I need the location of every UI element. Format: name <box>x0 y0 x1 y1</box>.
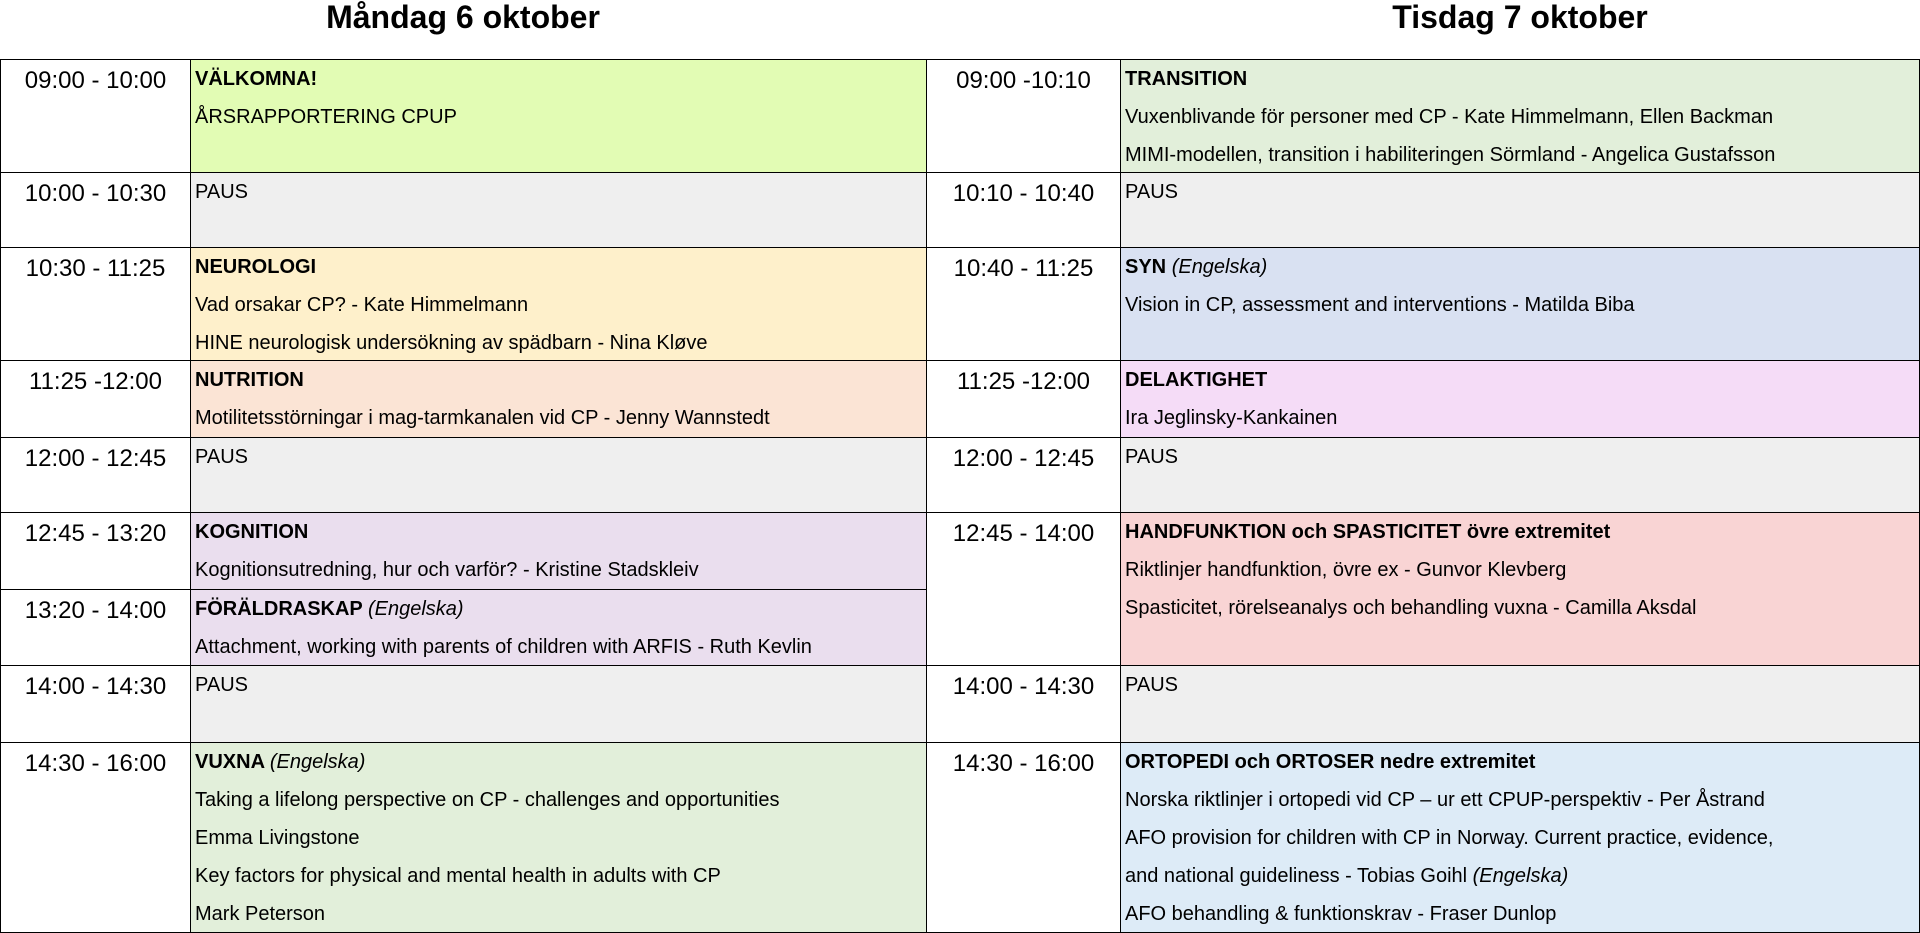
time-label: 13:20 - 14:00 <box>24 597 167 624</box>
time-slot <box>926 437 1121 513</box>
session-block <box>1120 360 1920 438</box>
session-item <box>1125 405 1919 438</box>
session-block <box>1120 437 1920 513</box>
session-title <box>195 519 926 557</box>
topic-label: SYN <box>1125 256 1172 278</box>
session-text: ÅRSRAPPORTERING CPUP <box>195 106 457 128</box>
session-item <box>195 405 926 438</box>
session-text: Spasticitet, rörelseanalys och behandling vuxna - Camilla Aksdal <box>1125 597 1697 619</box>
session-item <box>195 292 926 330</box>
topic-label: FÖRÄLDRASKAP <box>195 598 368 620</box>
session-title <box>1125 367 1919 405</box>
session-block <box>190 512 927 590</box>
session-block <box>1120 512 1920 666</box>
topic-label: TRANSITION <box>1125 68 1248 90</box>
time-slot <box>926 172 1121 248</box>
language-note: (Engelska) <box>1472 865 1569 887</box>
session-text: Vision in CP, assessment and interventions - Matilda Biba <box>1125 294 1635 316</box>
time-label: 12:00 - 12:45 <box>952 445 1095 472</box>
time-label: 10:40 - 11:25 <box>953 255 1094 282</box>
session-item <box>1125 142 1919 173</box>
session-item <box>1125 863 1919 901</box>
time-slot <box>0 247 191 361</box>
time-label: 09:00 - 10:00 <box>24 67 167 94</box>
session-block <box>190 360 927 438</box>
session-item <box>1125 557 1919 595</box>
session-item <box>1125 787 1919 825</box>
session-text: PAUS <box>195 674 248 696</box>
session-item <box>1125 104 1919 142</box>
topic-label: DELAKTIGHET <box>1125 369 1268 391</box>
time-slot <box>0 437 191 513</box>
language-note: (Engelska) <box>1171 256 1268 278</box>
time-label: 12:45 - 13:20 <box>24 520 167 547</box>
session-text: PAUS <box>1125 446 1178 468</box>
session-block <box>190 665 927 743</box>
session-title <box>1125 519 1919 557</box>
session-block <box>1120 59 1920 173</box>
session-title <box>1125 66 1919 104</box>
time-label: 14:00 - 14:30 <box>24 673 167 700</box>
session-text: PAUS <box>195 181 248 203</box>
session-item <box>195 330 926 361</box>
session-text: Vuxenblivande för personer med CP - Kate Himmelmann, Ellen Backman <box>1125 106 1774 128</box>
time-slot <box>926 59 1121 173</box>
language-note: (Engelska) <box>269 751 366 773</box>
session-block <box>190 589 927 666</box>
time-slot <box>926 247 1121 361</box>
session-text: PAUS <box>1125 674 1178 696</box>
session-title <box>195 672 926 710</box>
time-slot <box>926 665 1121 743</box>
session-text: PAUS <box>195 446 248 468</box>
topic-label: NUTRITION <box>195 369 304 391</box>
session-title <box>195 66 926 104</box>
session-text: Emma Livingstone <box>195 827 360 849</box>
session-text: MIMI-modellen, transition i habiliteringen Sörmland - Angelica Gustafsson <box>1125 144 1776 166</box>
session-text: Ira Jeglinsky-Kankainen <box>1125 407 1338 429</box>
schedule-grid <box>0 59 1920 932</box>
time-label: 12:45 - 14:00 <box>952 520 1095 547</box>
session-text: AFO provision for children with CP in Norway. Current practice, evidence, <box>1125 827 1774 849</box>
session-title <box>195 254 926 292</box>
time-slot <box>926 742 1121 933</box>
topic-label: VUXNA <box>195 751 270 773</box>
time-slot <box>926 360 1121 438</box>
session-title <box>195 596 926 634</box>
session-item <box>1125 595 1919 633</box>
session-text: and national guideliness - Tobias Goihl <box>1125 865 1473 887</box>
time-label: 14:30 - 16:00 <box>24 750 167 777</box>
session-title <box>1125 444 1919 482</box>
session-item <box>1125 901 1919 933</box>
session-title <box>1125 179 1919 217</box>
session-text: Norska riktlinjer i ortopedi vid CP – ur ett CPUP-perspektiv - Per Åstrand <box>1125 789 1765 811</box>
session-title <box>195 444 926 482</box>
session-text: Key factors for physical and mental health in adults with CP <box>195 865 721 887</box>
topic-label: NEUROLOGI <box>195 256 317 278</box>
session-item <box>195 634 926 666</box>
session-text: Vad orsakar CP? - Kate Himmelmann <box>195 294 529 316</box>
time-slot <box>926 512 1121 666</box>
session-item <box>1125 292 1919 330</box>
session-block <box>190 742 927 933</box>
time-label: 10:00 - 10:30 <box>24 180 167 207</box>
time-slot <box>0 512 191 590</box>
day-heading-monday: Måndag 6 oktober <box>326 0 600 35</box>
session-item <box>195 557 926 590</box>
topic-label: KOGNITION <box>195 521 309 543</box>
session-item <box>195 825 926 863</box>
session-text: PAUS <box>1125 181 1178 203</box>
time-label: 14:30 - 16:00 <box>952 750 1095 777</box>
session-block <box>190 59 927 173</box>
session-title <box>1125 672 1919 710</box>
session-text: AFO behandling & funktionskrav - Fraser Dunlop <box>1125 903 1557 925</box>
day-heading-tuesday: Tisdag 7 oktober <box>1392 0 1648 35</box>
session-block <box>1120 247 1920 361</box>
session-item <box>195 787 926 825</box>
topic-label: ORTOPEDI och ORTOSER nedre extremitet <box>1125 751 1536 773</box>
session-block <box>190 437 927 513</box>
session-title <box>1125 254 1919 292</box>
time-label: 09:00 -10:10 <box>956 67 1091 94</box>
session-block <box>1120 742 1920 933</box>
session-title <box>1125 749 1919 787</box>
session-text: Motilitetsstörningar i mag-tarmkanalen vid CP - Jenny Wannstedt <box>195 407 770 429</box>
time-label: 11:25 -12:00 <box>29 368 162 395</box>
session-item <box>195 901 926 933</box>
session-text: HINE neurologisk undersökning av spädbarn - Nina Kløve <box>195 332 708 354</box>
session-block <box>1120 172 1920 248</box>
time-slot <box>0 589 191 666</box>
session-block <box>1120 665 1920 743</box>
time-label: 14:00 - 14:30 <box>952 673 1095 700</box>
session-block <box>190 172 927 248</box>
time-slot <box>0 742 191 933</box>
time-slot <box>0 665 191 743</box>
time-label: 12:00 - 12:45 <box>24 445 167 472</box>
session-title <box>195 367 926 405</box>
time-label: 10:30 - 11:25 <box>25 255 166 282</box>
session-item <box>195 104 926 142</box>
topic-label: VÄLKOMNA! <box>195 68 318 90</box>
time-label: 11:25 -12:00 <box>957 368 1090 395</box>
session-item <box>1125 825 1919 863</box>
session-block <box>190 247 927 361</box>
time-slot <box>0 172 191 248</box>
session-text: Kognitionsutredning, hur och varför? - Kristine Stadskleiv <box>195 559 699 581</box>
session-title <box>195 179 926 217</box>
session-text: Attachment, working with parents of children with ARFIS - Ruth Kevlin <box>195 636 812 658</box>
time-slot <box>0 360 191 438</box>
session-text: Riktlinjer handfunktion, övre ex - Gunvor Klevberg <box>1125 559 1567 581</box>
session-title <box>195 749 926 787</box>
session-text: Mark Peterson <box>195 903 326 925</box>
time-slot <box>0 59 191 173</box>
session-text: Taking a lifelong perspective on CP - challenges and opportunities <box>195 789 780 811</box>
topic-label: HANDFUNKTION och SPASTICITET övre extremitet <box>1125 521 1611 543</box>
time-label: 10:10 - 10:40 <box>952 180 1095 207</box>
language-note: (Engelska) <box>367 598 464 620</box>
session-item <box>195 863 926 901</box>
